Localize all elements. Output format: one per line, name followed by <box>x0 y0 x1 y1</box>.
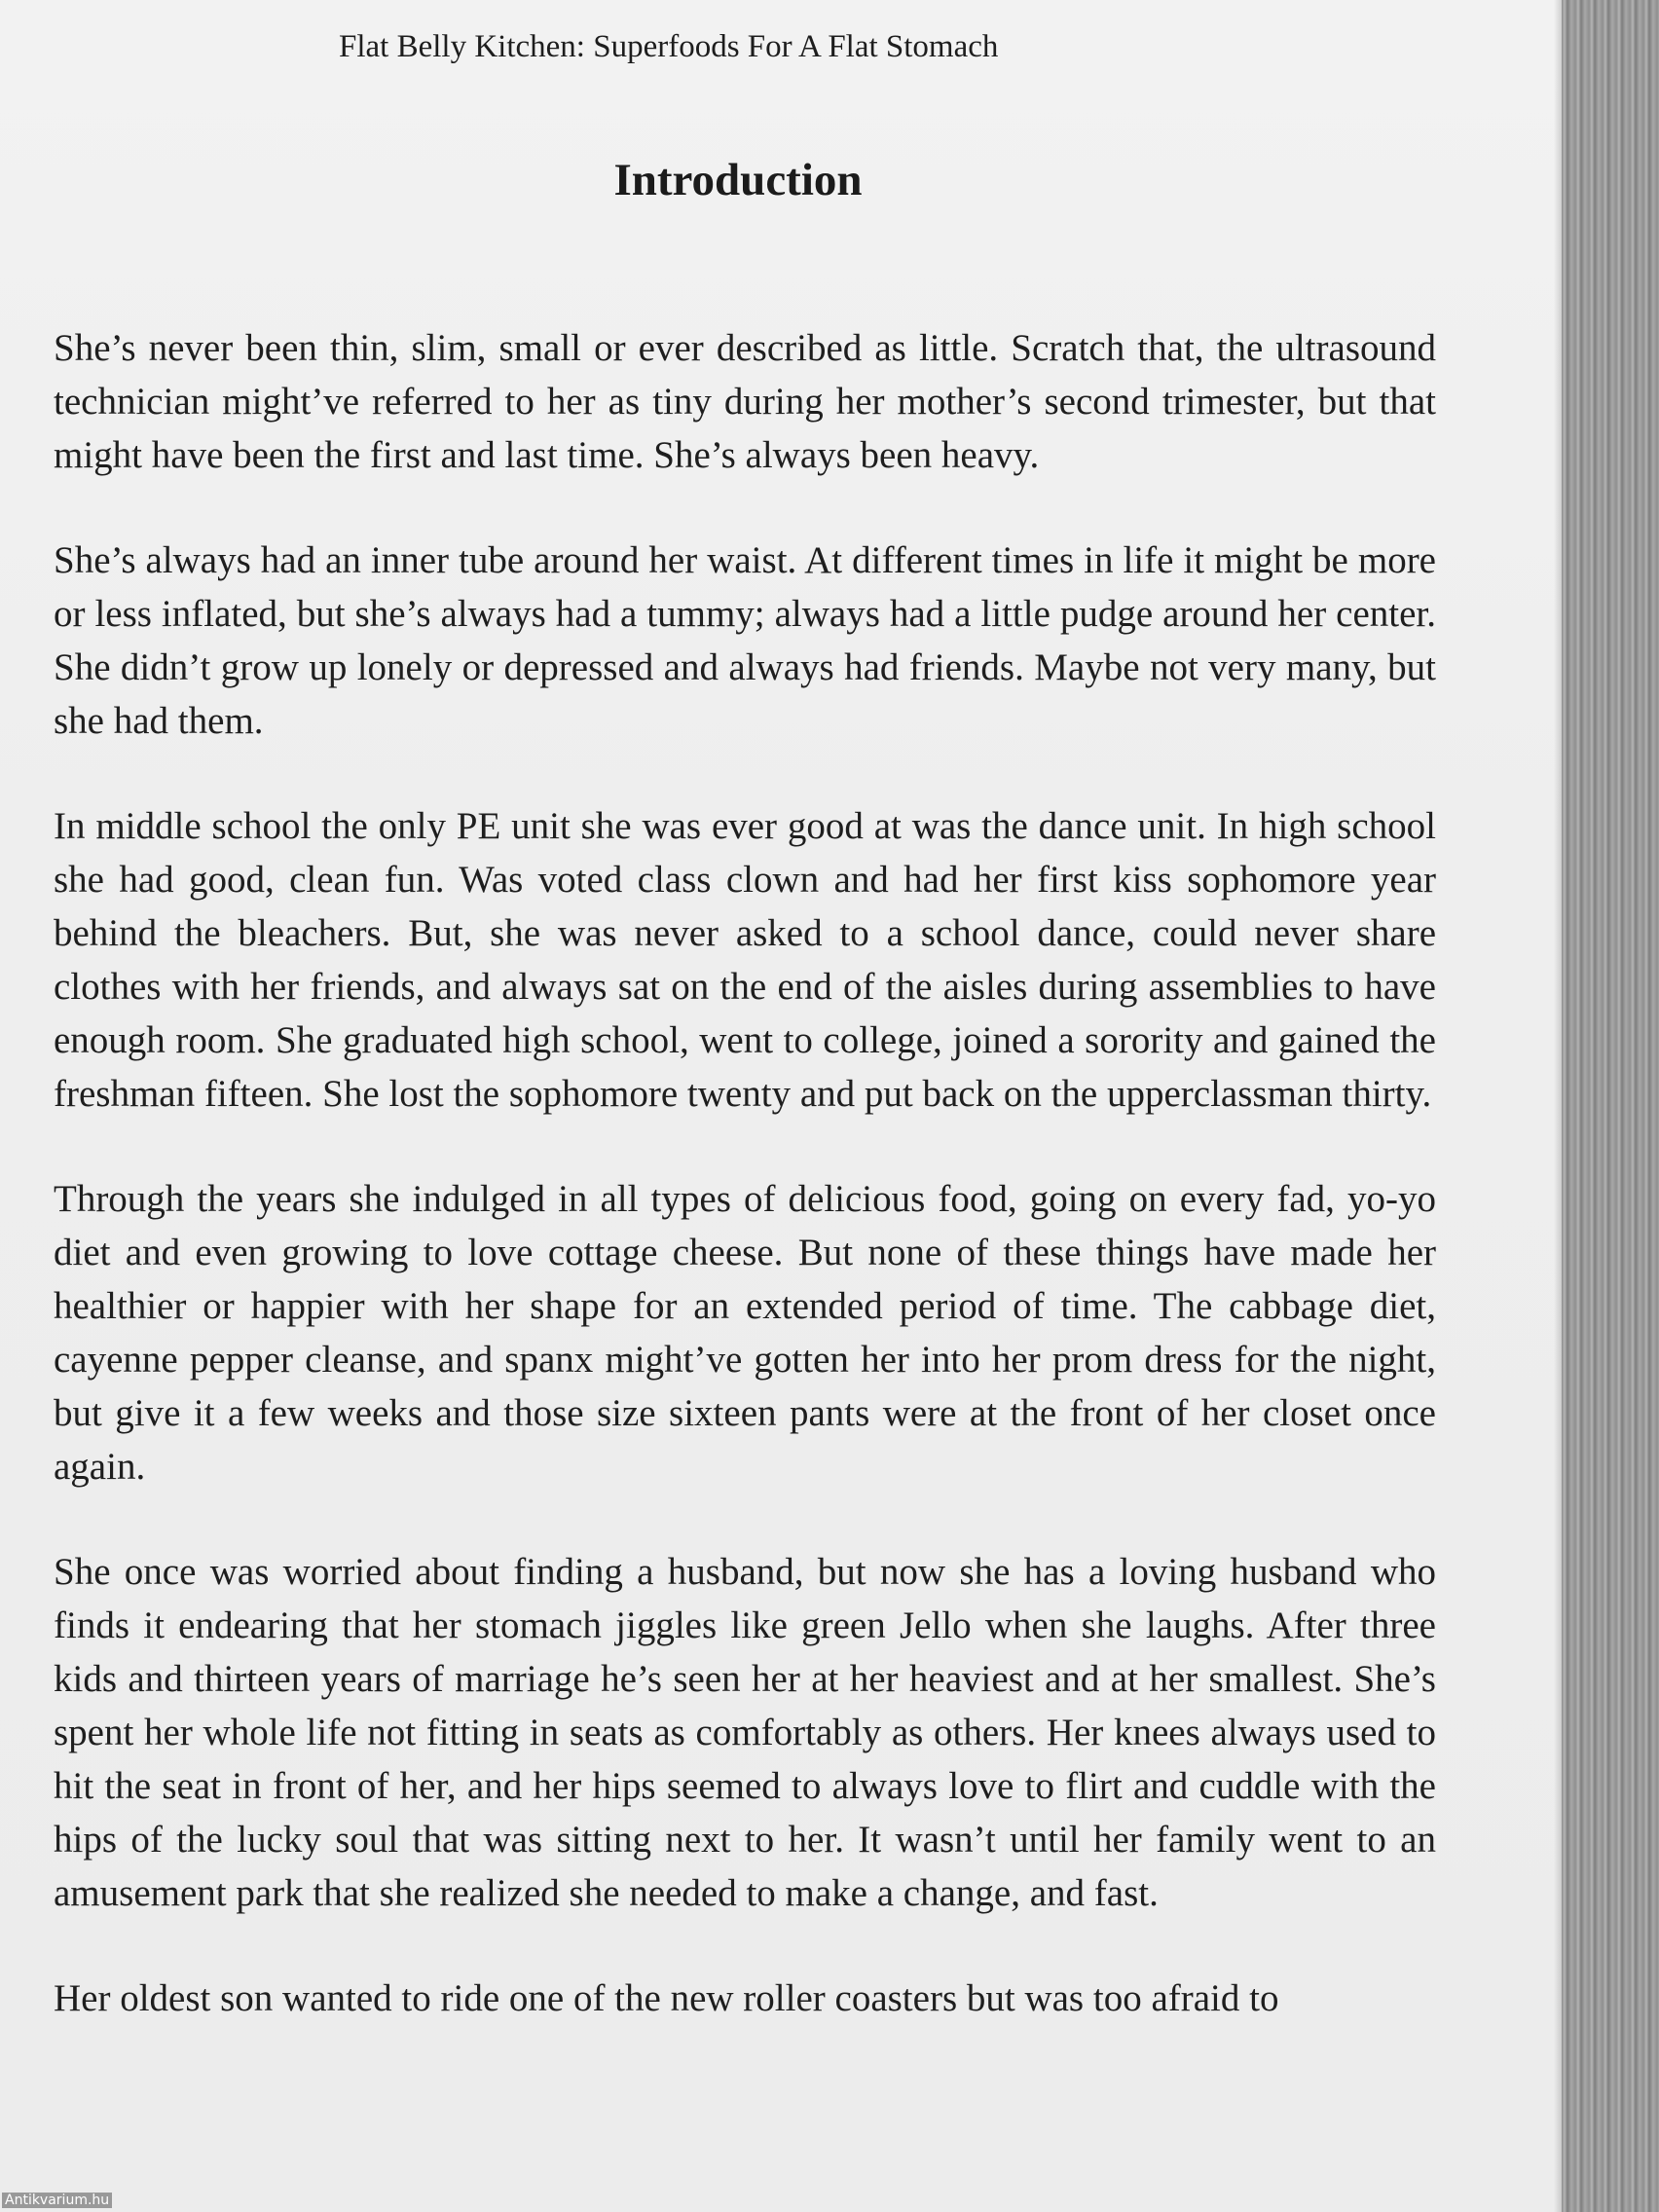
running-header: Flat Belly Kitchen: Superfoods For A Flat Stomach <box>339 29 999 64</box>
page-stack-edge <box>1562 0 1659 2212</box>
watermark: Antikvarium.hu <box>2 2193 112 2208</box>
paragraph: She’s never been thin, slim, small or ever described as little. Scratch that, the ultrasound technician might’ve referred to her as tiny during her mother’s second trimester, but that might have been the first and last time. She’s always been heavy. <box>54 327 1436 476</box>
paragraph: She once was worried about finding a husband, but now she has a loving husband who finds it endearing that her stomach jiggles like green Jello when she laughs. After three kids and thirteen years of marriage he’s seen her at her heaviest and at her smallest. She’s spent her whole life not fitting in seats as comfortably as others. Her knees always used to hit the seat in front of her, and her hips seemed to always love to flirt and cuddle with the hips of the lucky soul that was sitting next to her. It wasn’t until her family went to an amusement park that she realized she needed to make a change, and fast. <box>54 1551 1436 1914</box>
paragraph: In middle school the only PE unit she was ever good at was the dance unit. In high school she had good, clean fun. Was voted class clown and had her first kiss sophomore year behind the bleachers. But, she was never asked to a school dance, could never share clothes with her friends, and always sat on the end of the aisles during assemblies to have enough room. She graduated high school, went to college, joined a sorority and gained the freshman fifteen. She lost the sophomore twenty and put back on the upperclassman thirty. <box>54 805 1436 1115</box>
body-text <box>54 321 1436 2077</box>
paragraph: Through the years she indulged in all types of delicious food, going on every fad, yo-yo diet and even growing to love cottage cheese. But none of these things have made her healthier or happier with her shape for an extended period of time. The cabbage diet, cayenne pepper cleanse, and spanx might’ve gotten her into her prom dress for the night, but give it a few weeks and those size sixteen pants were at the front of her closet once again. <box>54 1178 1436 1488</box>
paragraph: She’s always had an inner tube around her waist. At different times in life it might be more or less inflated, but she’s always had a tummy; always had a little pudge around her center. She didn’t grow up lonely or depressed and always had friends. Maybe not very many, but she had them. <box>54 539 1436 742</box>
paragraph: Her oldest son wanted to ride one of the new roller coasters but was too afraid to <box>54 1977 1279 2019</box>
chapter-title: Introduction <box>613 155 863 205</box>
